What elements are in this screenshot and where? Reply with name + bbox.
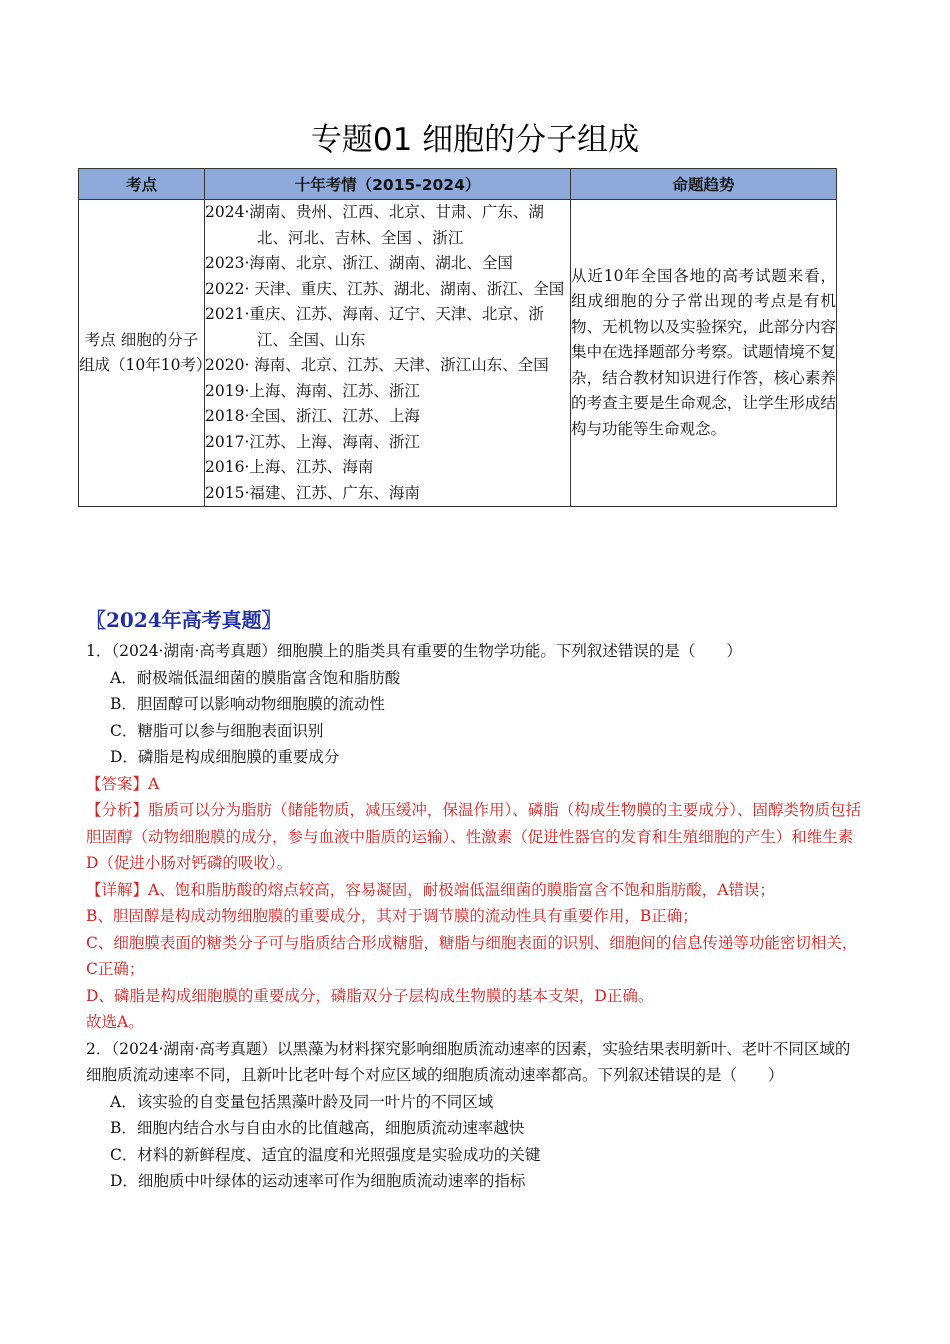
question-1-detail-d: D、磷脂是构成细胞膜的重要成分，磷脂双分子层构成生物膜的基本支架，D正确。 — [86, 986, 654, 1005]
year-entry: 2015·福建、江苏、广东、海南 — [205, 483, 420, 502]
exam-overview-table — [78, 168, 837, 507]
years-cell — [205, 200, 571, 507]
question-2-option-b: B．细胞内结合水与自由水的比值越高，细胞质流动速率越快 — [110, 1119, 525, 1137]
question-2-option-c: C．材料的新鲜程度、适宜的温度和光照强度是实验成功的关键 — [110, 1145, 541, 1164]
year-entry: 2016·上海、江苏、海南 — [205, 458, 374, 476]
question-1-detail-b: B、胆固醇是构成动物细胞膜的重要成分，其对于调节膜的流动性具有重要作用，B正确； — [86, 907, 698, 925]
question-2-option-a: A．该实验的自变量包括黑藻叶龄及同一叶片的不同区域 — [110, 1092, 494, 1111]
questions-body — [86, 638, 864, 1195]
question-1-choice: 故选A。 — [86, 1013, 144, 1031]
question-1-option-b: B．胆固醇可以影响动物细胞膜的流动性 — [110, 695, 385, 713]
year-entry: 2017·江苏、上海、海南、浙江 — [205, 432, 420, 451]
question-1-detail-a: 【详解】A、饱和脂肪酸的熔点较高，容易凝固，耐极端低温细菌的膜脂富含不饱和脂肪酸，A错误； — [86, 880, 775, 899]
question-1-answer: 【答案】A — [86, 774, 160, 793]
year-entry: 2018·全国、浙江、江苏、上海 — [205, 407, 420, 425]
year-entry: 2024·湖南、贵州、江西、北京、甘肃、广东、湖北、河北、吉林、全国 、浙江 — [205, 203, 544, 247]
year-entry: 2020· 海南、北京、江苏、天津、浙江山东、全国 — [205, 356, 549, 374]
question-1-detail-c: C、细胞膜表面的糖类分子可与脂质结合形成糖脂，糖脂与细胞表面的识别、细胞间的信息传递等功能密切相关，C正确； — [86, 933, 858, 978]
question-2-stem: 2．（2024·湖南·高考真题）以黑藻为材料探究影响细胞质流动速率的因素，实验结果表明新叶、老叶不同区域的细胞质流动速率不同，且新叶比老叶每个对应区域的细胞质流动速率都高。下列叙述错误的是（ ） — [86, 1039, 851, 1084]
year-entry: 2023·海南、北京、浙江、湖南、湖北、全国 — [205, 254, 513, 272]
section-heading: 〖2024年高考真题〗 — [86, 608, 282, 632]
year-entry: 2021·重庆、江苏、海南、辽宁、天津、北京、浙江、全国、山东 — [205, 305, 544, 349]
topic-cell: 考点 细胞的分子组成（10年10考） — [79, 200, 205, 507]
trend-cell: 从近10年全国各地的高考试题来看，组成细胞的分子常出现的考点是有机物、无机物以及实验探究，此部分内容集中在选择题部分考察。试题情境不复杂，结合教材知识进行作答，核心素养的考查主要是生命观念，让学生形成结构与功能等生命观念。 — [571, 200, 837, 507]
question-1-option-a: A．耐极端低温细菌的膜脂富含饱和脂肪酸 — [110, 668, 401, 687]
question-1-option-c: C．糖脂可以参与细胞表面识别 — [110, 721, 324, 740]
question-1-option-d: D．磷脂是构成细胞膜的重要成分 — [110, 748, 340, 766]
year-entry: 2022· 天津、重庆、江苏、湖北、湖南、浙江、全国 — [205, 279, 565, 298]
question-2-option-d: D．细胞质中叶绿体的运动速率可作为细胞质流动速率的指标 — [110, 1172, 526, 1190]
question-1-analysis: 【分析】脂质可以分为脂肪（储能物质，减压缓冲，保温作用）、磷脂（构成生物膜的主要成分）、固醇类物质包括胆固醇（动物细胞膜的成分，参与血液中脂质的运输）、性激素（促进性器官的发育和生殖细胞的产生）和维生素D（促进小肠对钙磷的吸收）。 — [86, 801, 862, 872]
header-ten-year: 十年考情（2015-2024） — [205, 169, 571, 200]
page-title: 专题01 细胞的分子组成 — [310, 122, 640, 158]
table-header-row — [79, 169, 837, 200]
year-entry: 2019·上海、海南、江苏、浙江 — [205, 381, 420, 400]
header-topic: 考点 — [79, 169, 205, 200]
header-trend: 命题趋势 — [571, 169, 837, 200]
table-row — [79, 200, 837, 507]
question-1-stem: 1．（2024·湖南·高考真题）细胞膜上的脂类具有重要的生物学功能。下列叙述错误的是（ ） — [86, 642, 742, 660]
